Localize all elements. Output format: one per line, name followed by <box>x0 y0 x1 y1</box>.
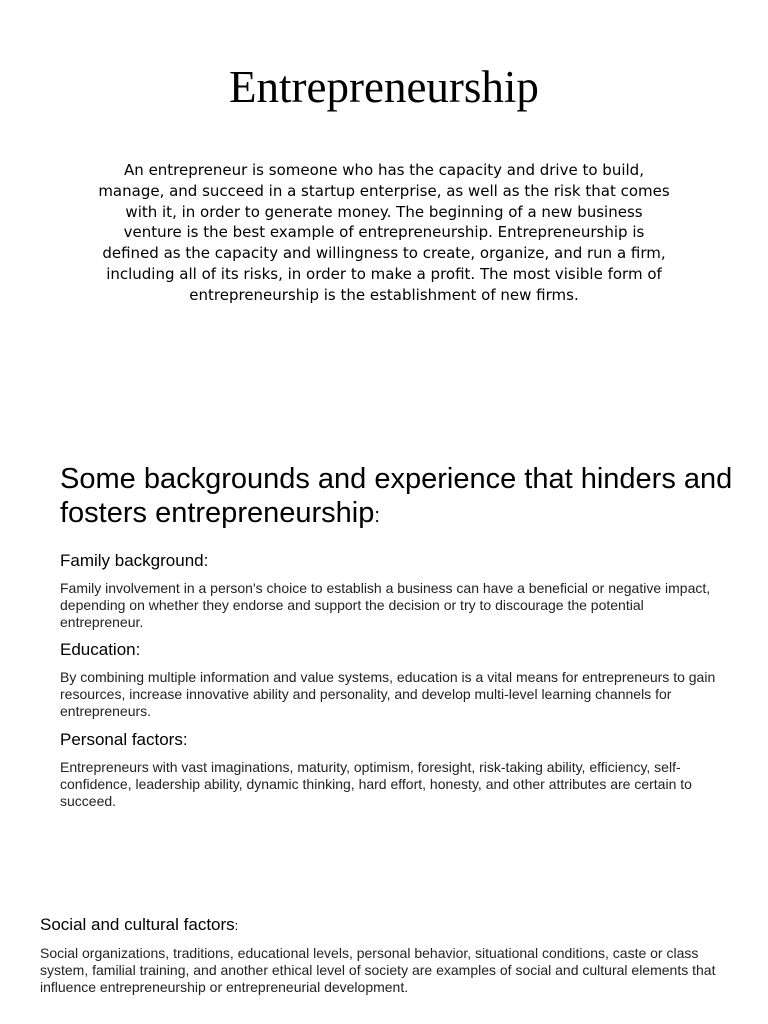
subsection-title-text: Social and cultural factors <box>40 915 235 934</box>
subsection-title: Education: <box>60 640 141 659</box>
subsection-title: Family background: <box>60 551 209 570</box>
subsection-body: Social organizations, traditions, educational levels, personal behavior, situational conditions, caste or class system, familial training, and another ethical level of society are examples of social and cultural elements that influence entrepreneurship or entrepreneurial development. <box>40 945 716 995</box>
subsection-social-cultural-factors <box>40 914 720 996</box>
section-heading <box>60 462 740 533</box>
subsection-title <box>40 914 720 937</box>
subsection-education <box>60 639 720 720</box>
subsection-body: Entrepreneurs with vast imaginations, maturity, optimism, foresight, risk-taking ability, efficiency, self-confidence, leadership ability, dynamic thinking, hard effort, honesty, and other attributes are certain to succeed. <box>60 759 692 809</box>
subsection-title: Personal factors: <box>60 730 188 749</box>
subsection-body: Family involvement in a person's choice to establish a business can have a beneficial or negative impact, depending on whether they endorse and support the decision or try to discourage the potential entrepreneur. <box>60 580 711 630</box>
subsection-family-background <box>60 550 720 631</box>
subsection-body: By combining multiple information and value systems, education is a vital means for entrepreneurs to gain resources, increase innovative ability and personality, and develop multi-level learning channels for entrepreneurs. <box>60 669 716 719</box>
section-heading-text: Some backgrounds and experience that hinders and fosters entrepreneurship <box>60 463 733 529</box>
subsection-personal-factors <box>60 729 720 810</box>
section-heading-colon: : <box>374 505 380 527</box>
subsection-title-colon: : <box>234 918 239 933</box>
page-title: Entrepreneurship <box>229 62 539 112</box>
intro-paragraph: An entrepreneur is someone who has the capacity and drive to build, manage, and succeed in a startup enterprise, as well as the risk that comes with it, in order to generate money. The beginning of a new business venture is the best example of entrepreneurship. Entrepreneurship is defined as the capacity and willingness to create, organize, and run a firm, including all of its risks, in order to make a profit. The most visible form of entrepreneurship is the establishment of new firms. <box>98 161 670 304</box>
